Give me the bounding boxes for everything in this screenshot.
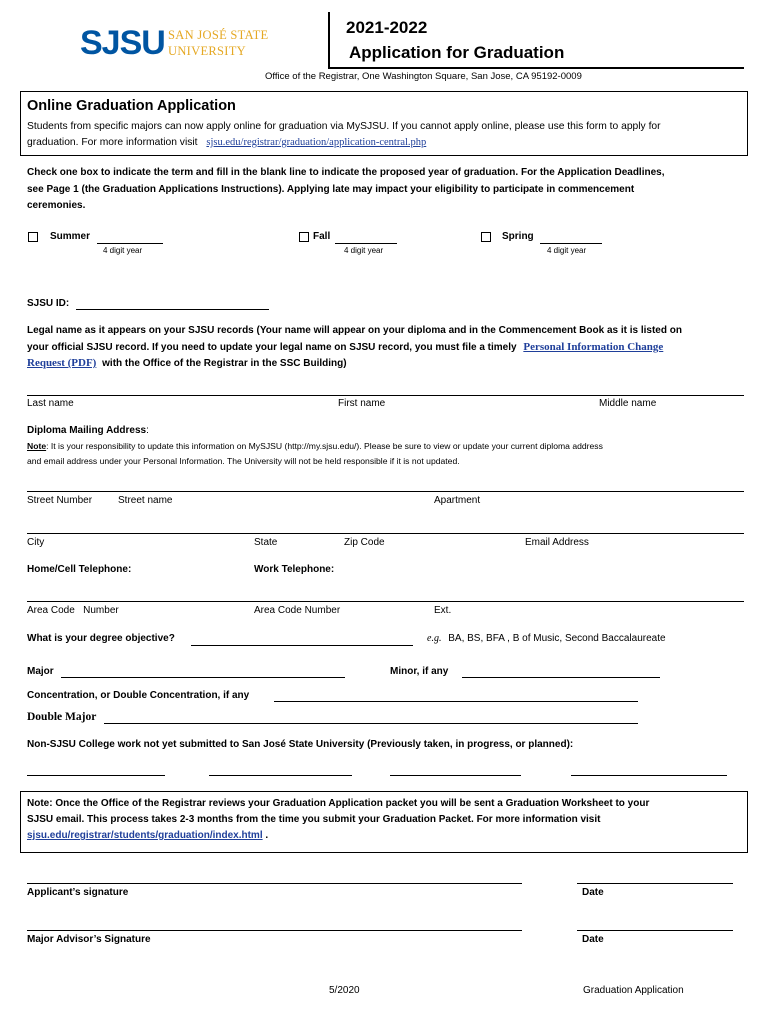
home-phone-label: Home/Cell Telephone: <box>27 564 132 575</box>
college-field-3[interactable] <box>390 775 521 776</box>
worksheet-note-box <box>20 791 748 853</box>
street-name-label: Street name <box>118 495 173 506</box>
footer-title: Graduation Application <box>583 985 684 996</box>
summer-label: Summer <box>50 231 91 242</box>
summer-hint: 4 digit year <box>103 246 143 255</box>
header-divider <box>328 12 330 68</box>
online-text-2-label: graduation. For more information visit <box>27 137 198 148</box>
mailing-note-1 <box>27 441 603 451</box>
mailing-note-2: and email address under your Personal Information. The University will not be held responsible if it is not updated. <box>27 456 460 466</box>
legal-name-line-3 <box>27 357 347 369</box>
logo-line1: SAN JOSÉ STATE <box>168 28 269 42</box>
spring-year-field[interactable] <box>540 243 602 244</box>
non-sjsu-label: Non-SJSU College work not yet submitted to San José State University (Previously taken, in progress, or planned): <box>27 739 574 750</box>
registrar-address: Office of the Registrar, One Washington Square, San Jose, CA 95192-0009 <box>265 71 582 82</box>
legal-name-field[interactable] <box>27 395 744 396</box>
ext-label: Ext. <box>434 605 452 616</box>
concentration-label: Concentration, or Double Concentration, if any <box>27 690 250 701</box>
fall-checkbox[interactable] <box>299 232 309 242</box>
degree-objective-label: What is your degree objective? <box>27 633 175 644</box>
advisor-date-field[interactable] <box>577 930 733 931</box>
worksheet-note-end: . <box>262 830 269 841</box>
middle-name-label: Middle name <box>599 398 657 409</box>
applicant-date-field[interactable] <box>577 883 733 884</box>
applicant-signature-field[interactable] <box>27 883 522 884</box>
footer-date: 5/2020 <box>329 985 360 996</box>
application-central-link[interactable]: sjsu.edu/registrar/graduation/application-central.php <box>206 137 427 148</box>
concentration-field[interactable] <box>274 701 638 702</box>
phone-field[interactable] <box>27 601 744 602</box>
double-major-label: Double Major <box>27 711 97 723</box>
sjsu-id-label: SJSU ID: <box>27 298 70 309</box>
academic-year: 2021-2022 <box>346 18 428 37</box>
instructions-line-3: ceremonies. <box>27 200 86 211</box>
fall-hint: 4 digit year <box>344 246 384 255</box>
spring-checkbox[interactable] <box>481 232 491 242</box>
city-state-zip-field[interactable] <box>27 533 744 534</box>
graduation-info-link[interactable]: sjsu.edu/registrar/students/graduation/index.html <box>27 830 263 841</box>
online-text-2 <box>27 137 426 148</box>
legal-name-line-2-text: your official SJSU record. If you need to update your legal name on SJSU record, you must file a timely <box>27 342 517 353</box>
home-area-number-label: Area Code Number <box>27 605 119 616</box>
degree-objective-field[interactable] <box>191 645 413 646</box>
summer-year-field[interactable] <box>97 243 163 244</box>
city-label: City <box>27 537 45 548</box>
worksheet-note-1: Note: Once the Office of the Registrar reviews your Graduation Application packet you will be sent a Graduation Worksheet to your <box>27 798 650 809</box>
degree-examples-text: BA, BS, BFA , B of Music, Second Baccalaureate <box>448 633 666 644</box>
worksheet-note-3 <box>27 830 268 841</box>
request-pdf-link[interactable]: Request (PDF) <box>27 357 97 369</box>
work-phone-label: Work Telephone: <box>254 564 335 575</box>
fall-year-field[interactable] <box>335 243 397 244</box>
online-text-1: Students from specific majors can now apply online for graduation via MySJSU. If you cannot apply online, please use this form to apply for <box>27 121 661 132</box>
advisor-signature-field[interactable] <box>27 930 522 931</box>
personal-info-change-link[interactable]: Personal Information Change <box>523 341 664 353</box>
page-title: Application for Graduation <box>349 43 565 62</box>
spring-hint: 4 digit year <box>547 246 587 255</box>
legal-name-line-3-text: with the Office of the Registrar in the SSC Building) <box>102 358 347 369</box>
applicant-signature-label: Applicant’s signature <box>27 887 129 898</box>
online-application-box <box>20 91 748 156</box>
college-field-1[interactable] <box>27 775 165 776</box>
summer-checkbox[interactable] <box>28 232 38 242</box>
mailing-note-text-1: : It is your responsibility to update this information on MySJSU (http://my.sjsu.edu/). Please be sure to view or update your current diploma address <box>46 441 603 451</box>
logo-mark: SJSU <box>80 24 165 62</box>
zip-label: Zip Code <box>344 537 385 548</box>
street-number-label: Street Number <box>27 495 93 506</box>
major-label: Major <box>27 666 54 677</box>
advisor-signature-label: Major Advisor’s Signature <box>27 934 151 945</box>
worksheet-note-2: SJSU email. This process takes 2-3 months from the time you submit your Graduation Packet. For more information visit <box>27 814 601 825</box>
degree-examples <box>427 633 666 644</box>
work-area-number-label: Area Code Number <box>254 605 341 616</box>
minor-label: Minor, if any <box>390 666 449 677</box>
legal-name-line-1: Legal name as it appears on your SJSU records (Your name will appear on your diploma and in the Commencement Book as it is listed on <box>27 325 682 336</box>
legal-name-line-2 <box>27 341 663 353</box>
street-address-field[interactable] <box>27 491 744 492</box>
online-heading: Online Graduation Application <box>27 98 236 114</box>
spring-label: Spring <box>502 231 534 242</box>
state-label: State <box>254 537 278 548</box>
college-field-2[interactable] <box>209 775 352 776</box>
double-major-field[interactable] <box>104 723 638 724</box>
last-name-label: Last name <box>27 398 74 409</box>
college-field-4[interactable] <box>571 775 727 776</box>
first-name-label: First name <box>338 398 386 409</box>
eg-label: e.g. <box>427 633 442 644</box>
instructions-line-1: Check one box to indicate the term and fill in the blank line to indicate the proposed year of graduation. For the Application Deadlines, <box>27 167 665 178</box>
header-rule <box>328 67 744 69</box>
major-field[interactable] <box>61 677 345 678</box>
sjsu-logo <box>80 26 270 62</box>
fall-label: Fall <box>313 231 331 242</box>
mailing-heading: Diploma Mailing Address: <box>27 425 149 436</box>
mailing-note-label: Note <box>27 441 47 451</box>
logo-line2: UNIVERSITY <box>168 44 246 58</box>
sjsu-id-field[interactable] <box>76 309 269 310</box>
applicant-date-label: Date <box>582 887 604 898</box>
email-label: Email Address <box>525 537 589 548</box>
advisor-date-label: Date <box>582 934 604 945</box>
mailing-heading-text: Diploma Mailing Address <box>27 425 147 436</box>
instructions-line-2: see Page 1 (the Graduation Applications Instructions). Applying late may impact your eligibility to participate in commencement <box>27 184 635 195</box>
apartment-label: Apartment <box>434 495 481 506</box>
minor-field[interactable] <box>462 677 660 678</box>
